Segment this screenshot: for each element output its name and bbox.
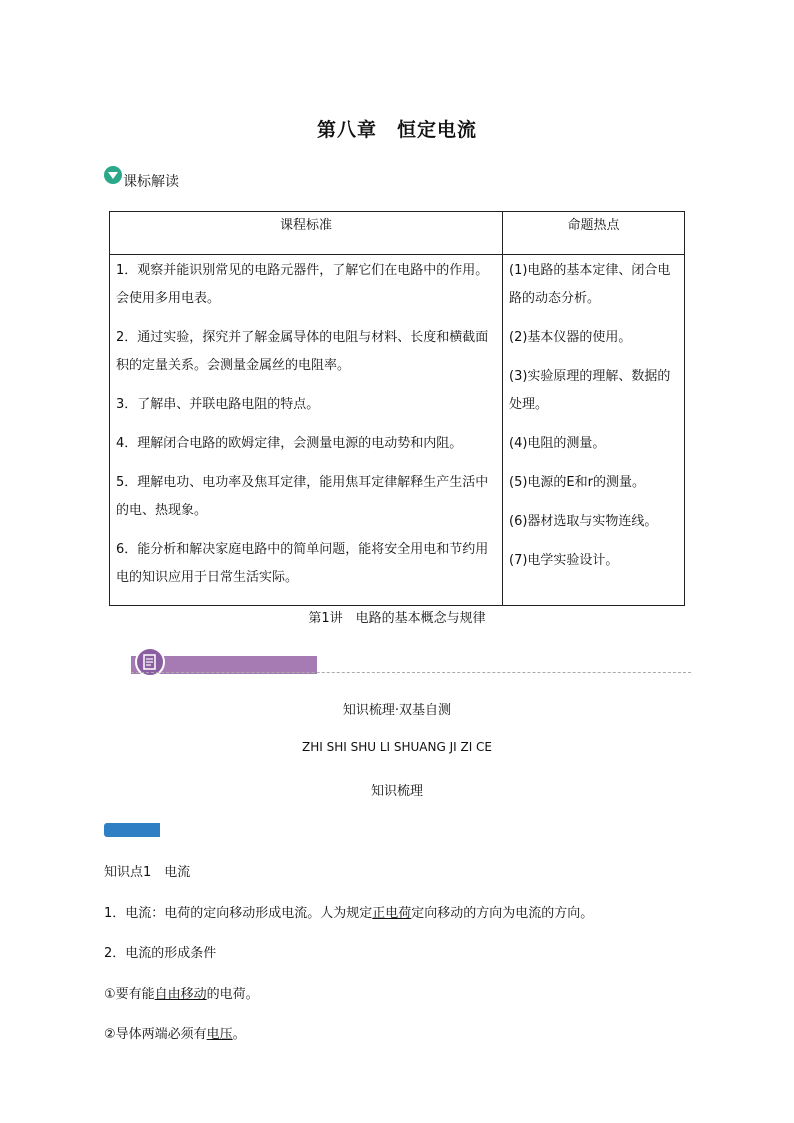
section-label: 课标解读 — [123, 174, 179, 190]
standard-item: 1．观察并能识别常见的电路元器件，了解它们在电路中的作用。会使用多用电表。 — [116, 263, 489, 306]
curriculum-table — [109, 211, 685, 606]
header-standard: 课程标准 — [110, 212, 503, 255]
section-subtitle: 知识梳理 — [370, 784, 423, 799]
header-hotspot: 命题热点 — [503, 212, 685, 255]
hotspot-item: (1)电路的基本定律、闭合电路的动态分析。 — [509, 263, 671, 306]
underlined-term: 正电荷 — [372, 906, 412, 921]
underlined-term: 电压 — [206, 1027, 233, 1042]
standard-item: 2．通过实验，探究并了解金属导体的电阻与材料、长度和横截面积的定量关系。会测量金属丝的电阻率。 — [116, 330, 489, 373]
hotspot-item: (5)电源的E和r的测量。 — [509, 475, 645, 490]
chapter-title: 第八章 恒定电流 — [316, 119, 477, 141]
section-pinyin: ZHI SHI SHU LI SHUANG JI ZI CE — [301, 740, 493, 754]
section-title: 知识梳理·双基自测 — [342, 703, 452, 718]
hotspot-item: (2)基本仪器的使用。 — [509, 330, 632, 345]
standard-item: 6．能分析和解决家庭电路中的简单问题，能将安全用电和节约用电的知识应用于日常生活实际。 — [116, 542, 489, 585]
standard-item: 5．理解电功、电功率及焦耳定律，能用焦耳定律解释生产生活中的电、热现象。 — [116, 475, 489, 518]
knowledge-point-title: 知识点1 电流 — [104, 865, 191, 880]
paragraph-3 — [104, 983, 259, 1002]
underlined-term: 自由移动 — [154, 987, 207, 1002]
hotspot-item: (7)电学实验设计。 — [509, 553, 619, 568]
text: ②导体两端必须有 — [104, 1027, 207, 1042]
divider — [131, 672, 691, 673]
hotspot-item: (4)电阻的测量。 — [509, 436, 606, 451]
text: 。 — [232, 1027, 246, 1042]
paragraph-4 — [104, 1023, 246, 1042]
hotspots-cell — [503, 255, 685, 606]
standard-item: 3．了解串、并联电路电阻的特点。 — [116, 397, 320, 412]
text: ①要有能 — [104, 987, 155, 1002]
paragraph-2: 2．电流的形成条件 — [104, 946, 217, 961]
text: 定向移动的方向为电流的方向。 — [411, 906, 594, 921]
text: 的电荷。 — [206, 987, 259, 1002]
text: 1．电流：电荷的定向移动形成电流。人为规定 — [104, 906, 373, 921]
paragraph-1 — [104, 902, 593, 921]
section-tab — [104, 823, 160, 837]
lecture-title: 第1讲 电路的基本概念与规律 — [308, 611, 486, 626]
triangle-down-icon — [104, 166, 122, 184]
hotspot-item: (6)器材选取与实物连线。 — [509, 514, 658, 529]
hotspot-item: (3)实验原理的理解、数据的处理。 — [509, 369, 671, 412]
standard-item: 4．理解闭合电路的欧姆定律，会测量电源的电动势和内阻。 — [116, 436, 463, 451]
standards-cell — [110, 255, 503, 606]
